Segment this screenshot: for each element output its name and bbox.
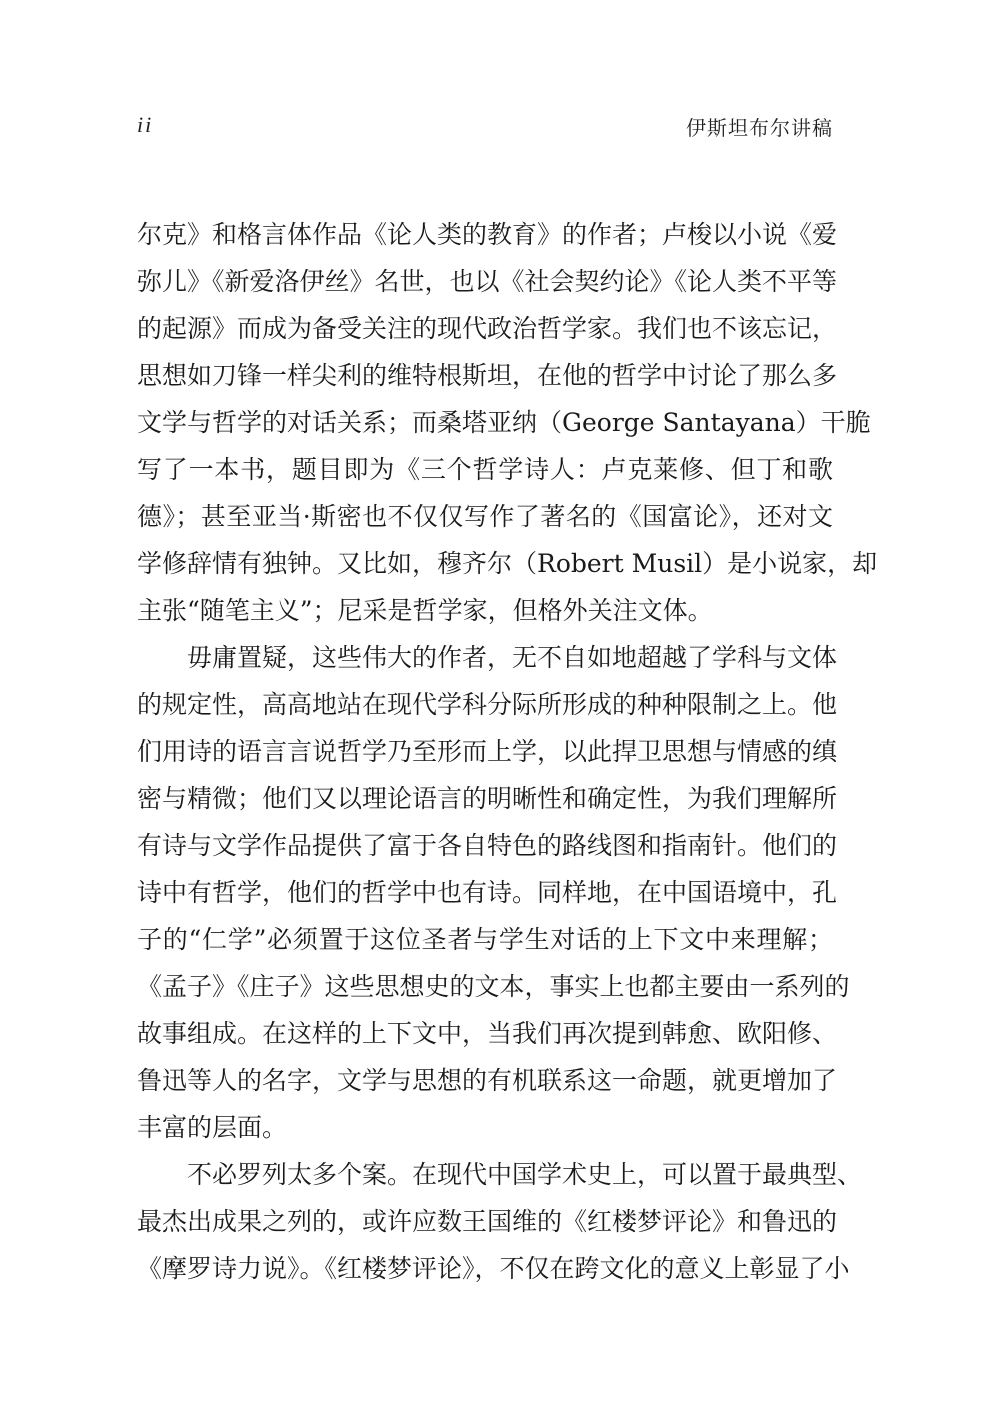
text-line: 的规定性，高高地站在现代学科分际所形成的种种限制之上。他 — [137, 690, 838, 719]
text-line: 文学与哲学的对话关系；而桑塔亚纳（George Santayana）干脆 — [137, 408, 871, 437]
text-line: 最杰出成果之列的，或许应数王国维的《红楼梦评论》和鲁迅的 — [137, 1207, 838, 1236]
text-line: 主张“随笔主义”；尼采是哲学家，但格外关注文体。 — [137, 596, 713, 625]
paragraph-3 — [137, 1151, 863, 1292]
text-line: 密与精微；他们又以理论语言的明晰性和确定性，为我们理解所 — [137, 784, 838, 813]
text-line: 故事组成。在这样的上下文中，当我们再次提到韩愈、欧阳修、 — [137, 1019, 838, 1048]
text-line: 的起源》而成为备受关注的现代政治哲学家。我们也不该忘记， — [137, 314, 838, 343]
text-line: 学修辞情有独钟。又比如，穆齐尔（Robert Musil）是小说家，却 — [137, 549, 878, 578]
paragraph-1 — [137, 211, 878, 634]
text-line: 有诗与文学作品提供了富于各自特色的路线图和指南针。他们的 — [137, 831, 838, 860]
text-line: 诗中有哲学，他们的哲学中也有诗。同样地，在中国语境中，孔 — [137, 878, 838, 907]
text-line: 子的“仁学”必须置于这位圣者与学生对话的上下文中来理解； — [137, 925, 833, 954]
paragraph-2 — [137, 634, 850, 1151]
text-line: 写了一本书，题目即为《三个哲学诗人：卢克莱修、但丁和歌 — [137, 455, 833, 484]
text-line: 不必罗列太多个案。在现代中国学术史上，可以置于最典型、 — [187, 1160, 863, 1189]
text-line: 思想如刀锋一样尖利的维特根斯坦，在他的哲学中讨论了那么多 — [137, 361, 838, 390]
text-line: 丰富的层面。 — [137, 1113, 288, 1142]
page-number: ii — [137, 112, 154, 137]
text-line: 弥儿》《新爱洛伊丝》名世，也以《社会契约论》《论人类不平等 — [137, 267, 838, 296]
running-title: 伊斯坦布尔讲稿 — [686, 116, 833, 140]
page-header — [137, 112, 833, 148]
text-line: 们用诗的语言言说哲学乃至形而上学，以此捍卫思想与情感的缜 — [137, 737, 838, 766]
body-text — [137, 211, 878, 1292]
text-line: 鲁迅等人的名字，文学与思想的有机联系这一命题，就更增加了 — [137, 1066, 838, 1095]
text-line: 德》；甚至亚当·斯密也不仅仅写作了著名的《国富论》，还对文 — [137, 502, 833, 531]
text-line: 《摩罗诗力说》。《红楼梦评论》，不仅在跨文化的意义上彰显了小 — [137, 1254, 850, 1283]
text-line: 毋庸置疑，这些伟大的作者，无不自如地超越了学科与文体 — [187, 643, 838, 672]
text-line: 尔克》和格言体作品《论人类的教育》的作者；卢梭以小说《爱 — [137, 220, 838, 249]
text-line: 《孟子》《庄子》这些思想史的文本，事实上也都主要由一系列的 — [137, 972, 850, 1001]
